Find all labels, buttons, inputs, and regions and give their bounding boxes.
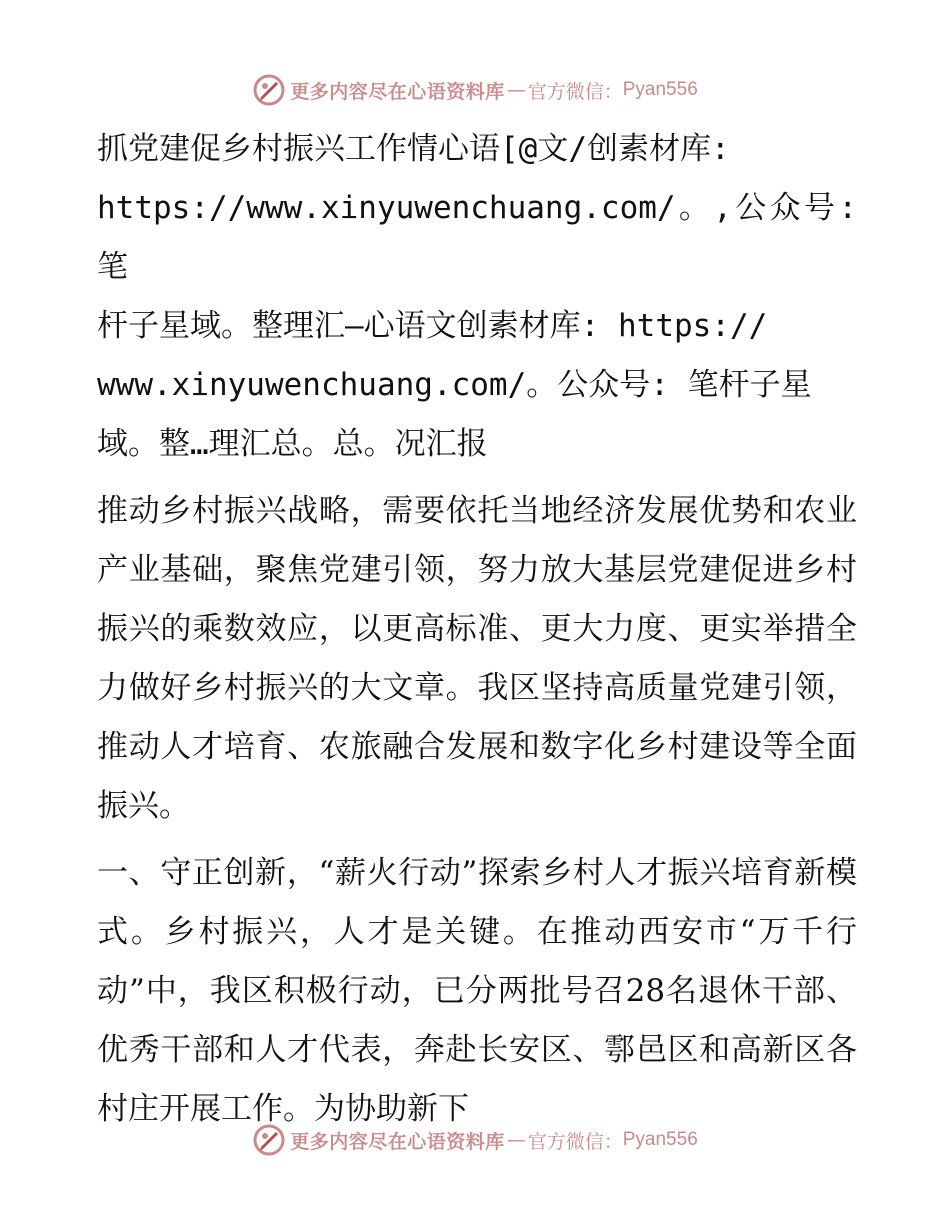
banner-official-label: 官方微信： <box>527 80 623 103</box>
document-body <box>97 120 857 1147</box>
banner-text: 更多内容尽在心语资料库 <box>290 80 505 103</box>
banner-separator: — <box>506 1129 526 1151</box>
paragraph-2: 一、守正创新，“薪火行动”探索乡村人才振兴培育新模式。乡村振兴，人才是关键。在推动西安市“万千行动”中，我区积极行动，已分两批号召28名退休干部、优秀干部和人才代表，奔赴长安区、鄠邑区和高新区各村庄开展工作。为协助新下 <box>97 855 857 1127</box>
header-banner <box>0 70 950 110</box>
banner-official-label: 官方微信： <box>527 1130 623 1153</box>
banner-text: 更多内容尽在心语资料库 <box>290 1130 505 1153</box>
brand-logo-icon <box>252 1123 286 1157</box>
banner-wechat-id: Pyan556 <box>622 79 698 100</box>
paragraph-1: 推动乡村振兴战略，需要依托当地经济发展优势和农业产业基础，聚焦党建引领，努力放大基层党建促进乡村振兴的乘数效应，以更高标准、更大力度、更实举措全力做好乡村振兴的大文章。我区坚持高质量党建引领，推动人才培育、农旅融合发展和数字化乡村建设等全面振兴。 <box>97 493 857 824</box>
footer-banner <box>0 1120 950 1160</box>
brand-logo-icon <box>252 73 286 107</box>
document-title: 抓党建促乡村振兴工作情心语[@文/创素材库: https://www.xinyuwenchuang.com/。,公众号: 笔 杆子星域。整理汇—心语文创素材库: https:// www.xinyuwenchuang.com/。公众号: 笔杆子星 域。整…理汇总。总。况汇报 <box>97 131 857 462</box>
banner-separator: — <box>506 79 526 101</box>
banner-wechat-id: Pyan556 <box>622 1129 698 1150</box>
